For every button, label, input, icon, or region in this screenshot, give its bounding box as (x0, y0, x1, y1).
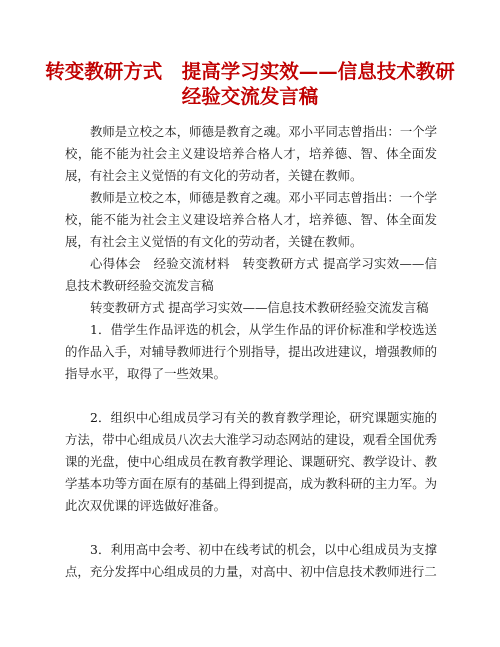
body-paragraph-4: 转变教研方式 提高学习实效——信息技术教研经验交流发言稿 (90, 300, 429, 315)
body-paragraph-2: 教师是立校之本，师德是教育之魂。邓小平同志曾指出：一个学校，能不能为社会主义建设培养合格人才，培养德、智、体全面发展，有社会主义觉悟的有文化的劳动者，关键在教师。 (65, 190, 437, 249)
body-paragraph-7: 3．利用高中会考、初中在线考试的机会，以中心组成员为支撑点，充分发挥中心组成员的力量，对高中、初中信息技术教师进行二 (65, 542, 437, 579)
body-paragraph-3: 心得体会 经验交流材料 转变教研方式 提高学习实效——信息技术教研经验交流发言稿 (65, 256, 437, 293)
document-title-line-1: 转变教研方式 提高学习实效——信息技术教研 (45, 60, 455, 83)
body-paragraph-5: 1．借学生作品评选的机会，从学生作品的评价标准和学校选送的作品入手，对辅导教师进行个别指导，提出改进建议，增强教师的指导水平，取得了一些效果。 (65, 322, 437, 381)
body-paragraph-1: 教师是立校之本，师德是教育之魂。邓小平同志曾指出：一个学校，能不能为社会主义建设培养合格人才，培养德、智、体全面发展，有社会主义觉悟的有文化的劳动者，关键在教师。 (65, 124, 437, 183)
document-title-line-2: 经验交流发言稿 (181, 85, 319, 108)
body-paragraph-6: 2．组织中心组成员学习有关的教育教学理论，研究课题实施的方法，带中心组成员八次去大淮学习动态网站的建设，观看全国优秀课的光盘，使中心组成员在教育教学理论、课题研究、教学设计、教学基本功等方面在原有的基础上得到提高，成为教科研的主力军。为此次双优课的评选做好准备。 (65, 410, 437, 513)
